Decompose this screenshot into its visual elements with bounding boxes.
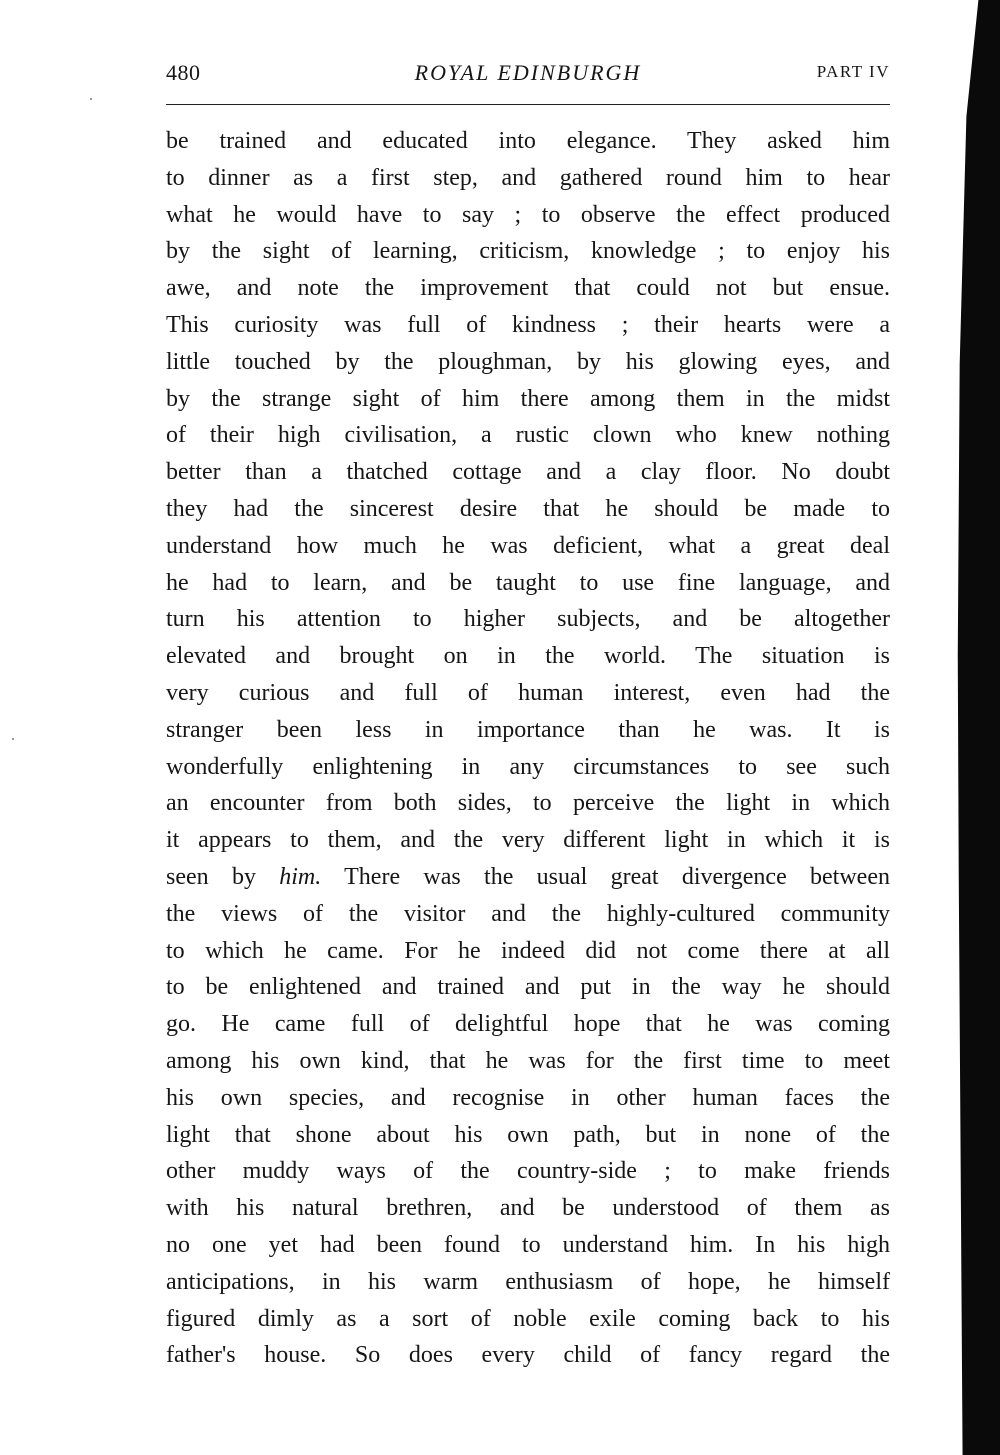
text-line: what he would have to say ; to observe the effect produced (166, 201, 890, 228)
text-line: wonderfully enlightening in any circumstances to see such (166, 753, 890, 780)
part-label: PART IV (816, 62, 890, 81)
text-line: of their high civilisation, a rustic clown who knew nothing (166, 422, 890, 449)
scan-speck (90, 98, 92, 100)
text-line: it appears to them, and the very different light in which it is (166, 827, 890, 854)
text-line: awe, and note the improvement that could not but ensue. (166, 275, 890, 302)
scan-speck (12, 738, 14, 740)
text-fragment: There was the usual great divergence between (321, 863, 890, 890)
page-gutter-shadow (952, 0, 1000, 1455)
text-line: This curiosity was full of kindness ; their hearts were a (166, 311, 890, 338)
text-line: to be enlightened and trained and put in the way he should (166, 974, 890, 1001)
text-line: anticipations, in his warm enthusiasm of hope, he himself (166, 1268, 890, 1295)
text-line: his own species, and recognise in other human faces the (166, 1084, 890, 1111)
body-text (166, 123, 890, 1374)
text-line: go. He came full of delightful hope that he was coming (166, 1011, 890, 1038)
text-line: with his natural brethren, and be understood of them as (166, 1195, 890, 1222)
text-fragment: seen by (166, 863, 280, 890)
text-line: father's house. So does every child of fancy regard the (166, 1342, 890, 1369)
header-rule (166, 104, 890, 105)
text-line: stranger been less in importance than he was. It is (166, 716, 890, 743)
text-line: by the strange sight of him there among them in the midst (166, 385, 890, 412)
text-line: the views of the visitor and the highly-cultured community (166, 900, 890, 927)
running-title: ROYAL EDINBURGH (414, 60, 642, 85)
text-line: to which he came. For he indeed did not come there at all (166, 937, 890, 964)
text-line: light that shone about his own path, but in none of the (166, 1121, 890, 1148)
text-line: understand how much he was deficient, what a great deal (166, 532, 890, 559)
text-line: figured dimly as a sort of noble exile coming back to his (166, 1305, 890, 1332)
text-line-with-italic (166, 859, 890, 896)
text-line: to dinner as a first step, and gathered round him to hear (166, 164, 890, 191)
text-line: turn his attention to higher subjects, and be altogether (166, 606, 890, 633)
text-line: other muddy ways of the country-side ; to make friends (166, 1158, 890, 1185)
text-line: no one yet had been found to understand him. In his high (166, 1231, 890, 1258)
text-line: he had to learn, and be taught to use fine language, and (166, 569, 890, 596)
text-line: an encounter from both sides, to perceive the light in which (166, 790, 890, 817)
text-line: be trained and educated into elegance. They asked him (166, 128, 890, 154)
text-line: little touched by the ploughman, by his glowing eyes, and (166, 348, 890, 375)
text-line: they had the sincerest desire that he should be made to (166, 495, 890, 522)
text-line: by the sight of learning, criticism, knowledge ; to enjoy his (166, 238, 890, 265)
text-line: very curious and full of human interest, even had the (166, 679, 890, 706)
page-header (166, 60, 890, 94)
italic-word: him. (279, 863, 322, 890)
text-line: among his own kind, that he was for the first time to meet (166, 1047, 890, 1074)
text-line: elevated and brought on in the world. The situation is (166, 643, 890, 670)
text-line: better than a thatched cottage and a clay floor. No doubt (166, 459, 890, 486)
page-number: 480 (166, 60, 201, 85)
